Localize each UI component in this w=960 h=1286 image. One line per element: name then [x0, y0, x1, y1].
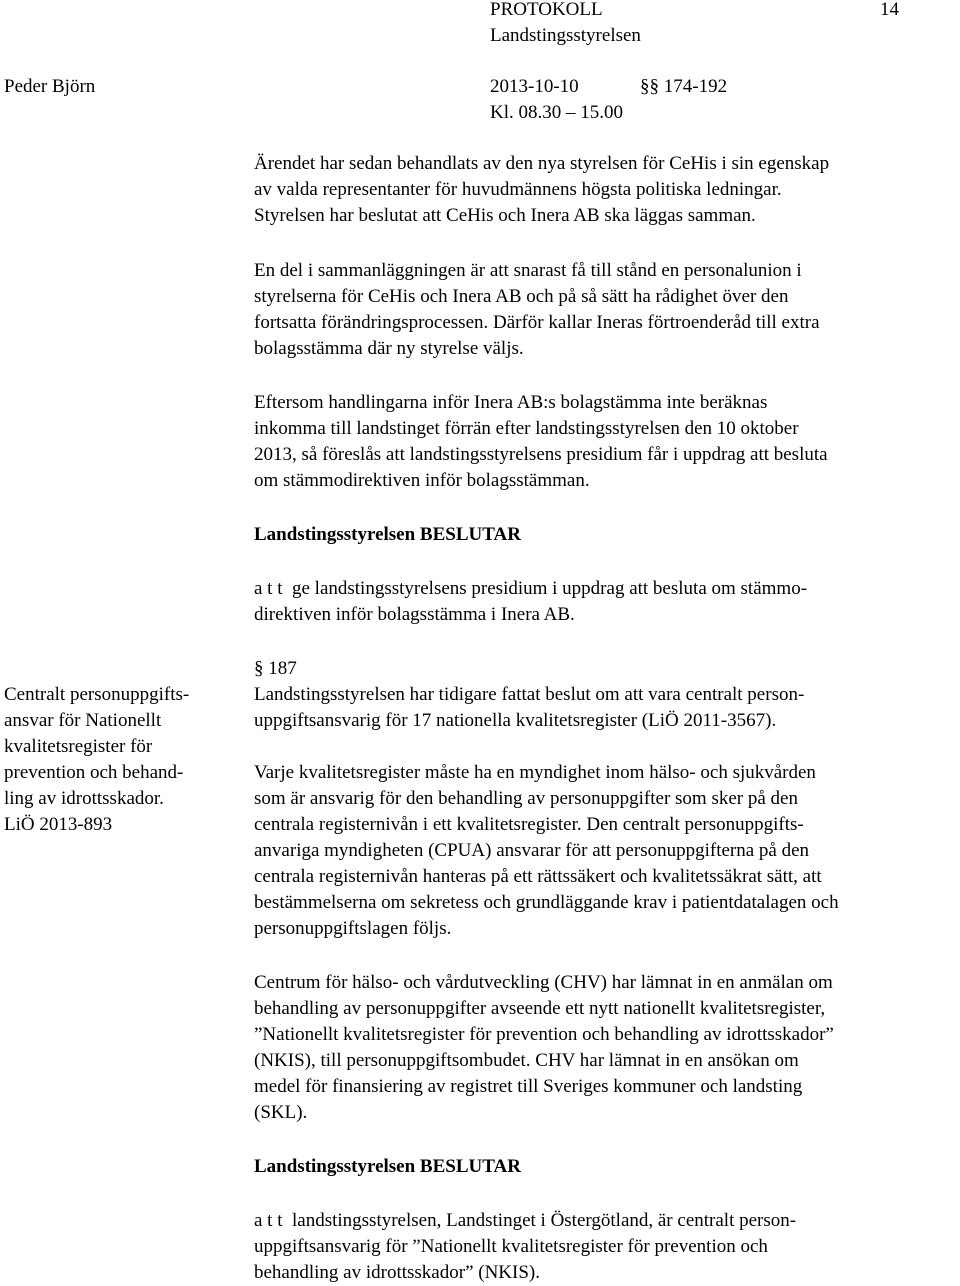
section-a-decision	[254, 576, 958, 628]
text-line: Ärendet har sedan behandlats av den nya styrelsen för CeHis i sin egenskap	[254, 153, 830, 174]
section-187-decision	[254, 1208, 958, 1286]
sidebar-title	[4, 682, 240, 838]
section-number: § 187	[254, 658, 297, 679]
section-187-decision-heading: Landstingsstyrelsen BESLUTAR	[254, 1156, 521, 1177]
section-187-para1	[254, 682, 958, 734]
text-line: (SKL).	[254, 1102, 308, 1123]
sidebar-line: ling av idrottsskador.	[4, 788, 164, 809]
section-187-para3	[254, 970, 958, 1126]
section-a-para1	[254, 151, 958, 229]
text-line: behandling av idrottsskador” (NKIS).	[254, 1262, 540, 1283]
text-line: som är ansvarig för den behandling av personuppgifter som sker på den	[254, 788, 798, 809]
text-line: fortsatta förändringsprocessen. Därför kallar Ineras förtroenderåd till extra	[254, 312, 820, 333]
text-line: Landstingsstyrelsen har tidigare fattat beslut om att vara centralt person-	[254, 684, 805, 705]
text-line: ”Nationellt kvalitetsregister för prevention och behandling av idrottsskador”	[254, 1024, 834, 1045]
meeting-time: Kl. 08.30 – 15.00	[490, 102, 623, 123]
text-line: bestämmelserna om sekretess och grundläggande krav i patientdatalagen och	[254, 892, 839, 913]
text-line: bolagsstämma där ny styrelse väljs.	[254, 338, 524, 359]
sidebar-line: Centralt personuppgifts-	[4, 684, 190, 705]
text-line: personuppgiftslagen följs.	[254, 918, 452, 939]
text-line: direktiven inför bolagsstämma i Inera AB.	[254, 604, 575, 625]
page-number: 14	[880, 0, 899, 20]
section-a-decision-heading: Landstingsstyrelsen BESLUTAR	[254, 524, 521, 545]
text-line: (NKIS), till personuppgiftsombudet. CHV har lämnat in en ansökan om	[254, 1050, 799, 1071]
text-line: inkomma till landstinget förrän efter landstingsstyrelsen den 10 oktober	[254, 418, 799, 439]
text-line: anvariga myndigheten (CPUA) ansvarar för att personuppgifterna på den	[254, 840, 810, 861]
text-line: centrala registernivån hanteras på ett rättssäkert och kvalitetssäkrat sätt, att	[254, 866, 822, 887]
text-line: En del i sammanläggningen är att snarast få till stånd en personalunion i	[254, 260, 802, 281]
text-line: Centrum för hälso- och vårdutveckling (CHV) har lämnat in en anmälan om	[254, 972, 833, 993]
doc-type: PROTOKOLL	[490, 0, 603, 20]
meeting-date: 2013-10-10	[490, 76, 579, 97]
text-line: om stämmodirektiven inför bolagsstämman.	[254, 470, 590, 491]
person-name: Peder Björn	[4, 76, 96, 97]
text-line: av valda representanter för huvudmännens högsta politiska ledningar.	[254, 179, 782, 200]
text-line: Styrelsen har beslutat att CeHis och Inera AB ska läggas samman.	[254, 205, 756, 226]
sidebar-line: prevention och behand-	[4, 762, 184, 783]
text-line: centrala registernivån i ett kvalitetsregister. Den centralt personuppgifts-	[254, 814, 804, 835]
text-line: a t t landstingsstyrelsen, Landstinget i Östergötland, är centralt person-	[254, 1210, 797, 1231]
text-line: medel för finansiering av registret till Sveriges kommuner och landsting	[254, 1076, 803, 1097]
organization: Landstingsstyrelsen	[490, 25, 641, 46]
text-line: behandling av personuppgifter avseende ett nytt nationellt kvalitetsregister,	[254, 998, 826, 1019]
text-line: styrelserna för CeHis och Inera AB och på så sätt ha rådighet över den	[254, 286, 789, 307]
section-range: §§ 174-192	[640, 76, 728, 97]
text-line: Eftersom handlingarna inför Inera AB:s bolagstämma inte beräknas	[254, 392, 768, 413]
sidebar-line: ansvar för Nationellt	[4, 710, 162, 731]
text-line: a t t ge landstingsstyrelsens presidium i uppdrag att besluta om stämmo-	[254, 578, 808, 599]
section-a-para3	[254, 390, 958, 494]
sidebar-line: kvalitetsregister för	[4, 736, 153, 757]
text-line: Varje kvalitetsregister måste ha en myndighet inom hälso- och sjukvården	[254, 762, 816, 783]
sidebar-ref: LiÖ 2013-893	[4, 814, 113, 835]
section-187-para2	[254, 760, 958, 942]
text-line: uppgiftsansvarig för 17 nationella kvalitetsregister (LiÖ 2011-3567).	[254, 710, 777, 731]
text-line: 2013, så föreslås att landstingsstyrelsens presidium får i uppdrag att besluta	[254, 444, 828, 465]
section-a-para2	[254, 258, 958, 362]
text-line: uppgiftsansvarig för ”Nationellt kvalitetsregister för prevention och	[254, 1236, 768, 1257]
